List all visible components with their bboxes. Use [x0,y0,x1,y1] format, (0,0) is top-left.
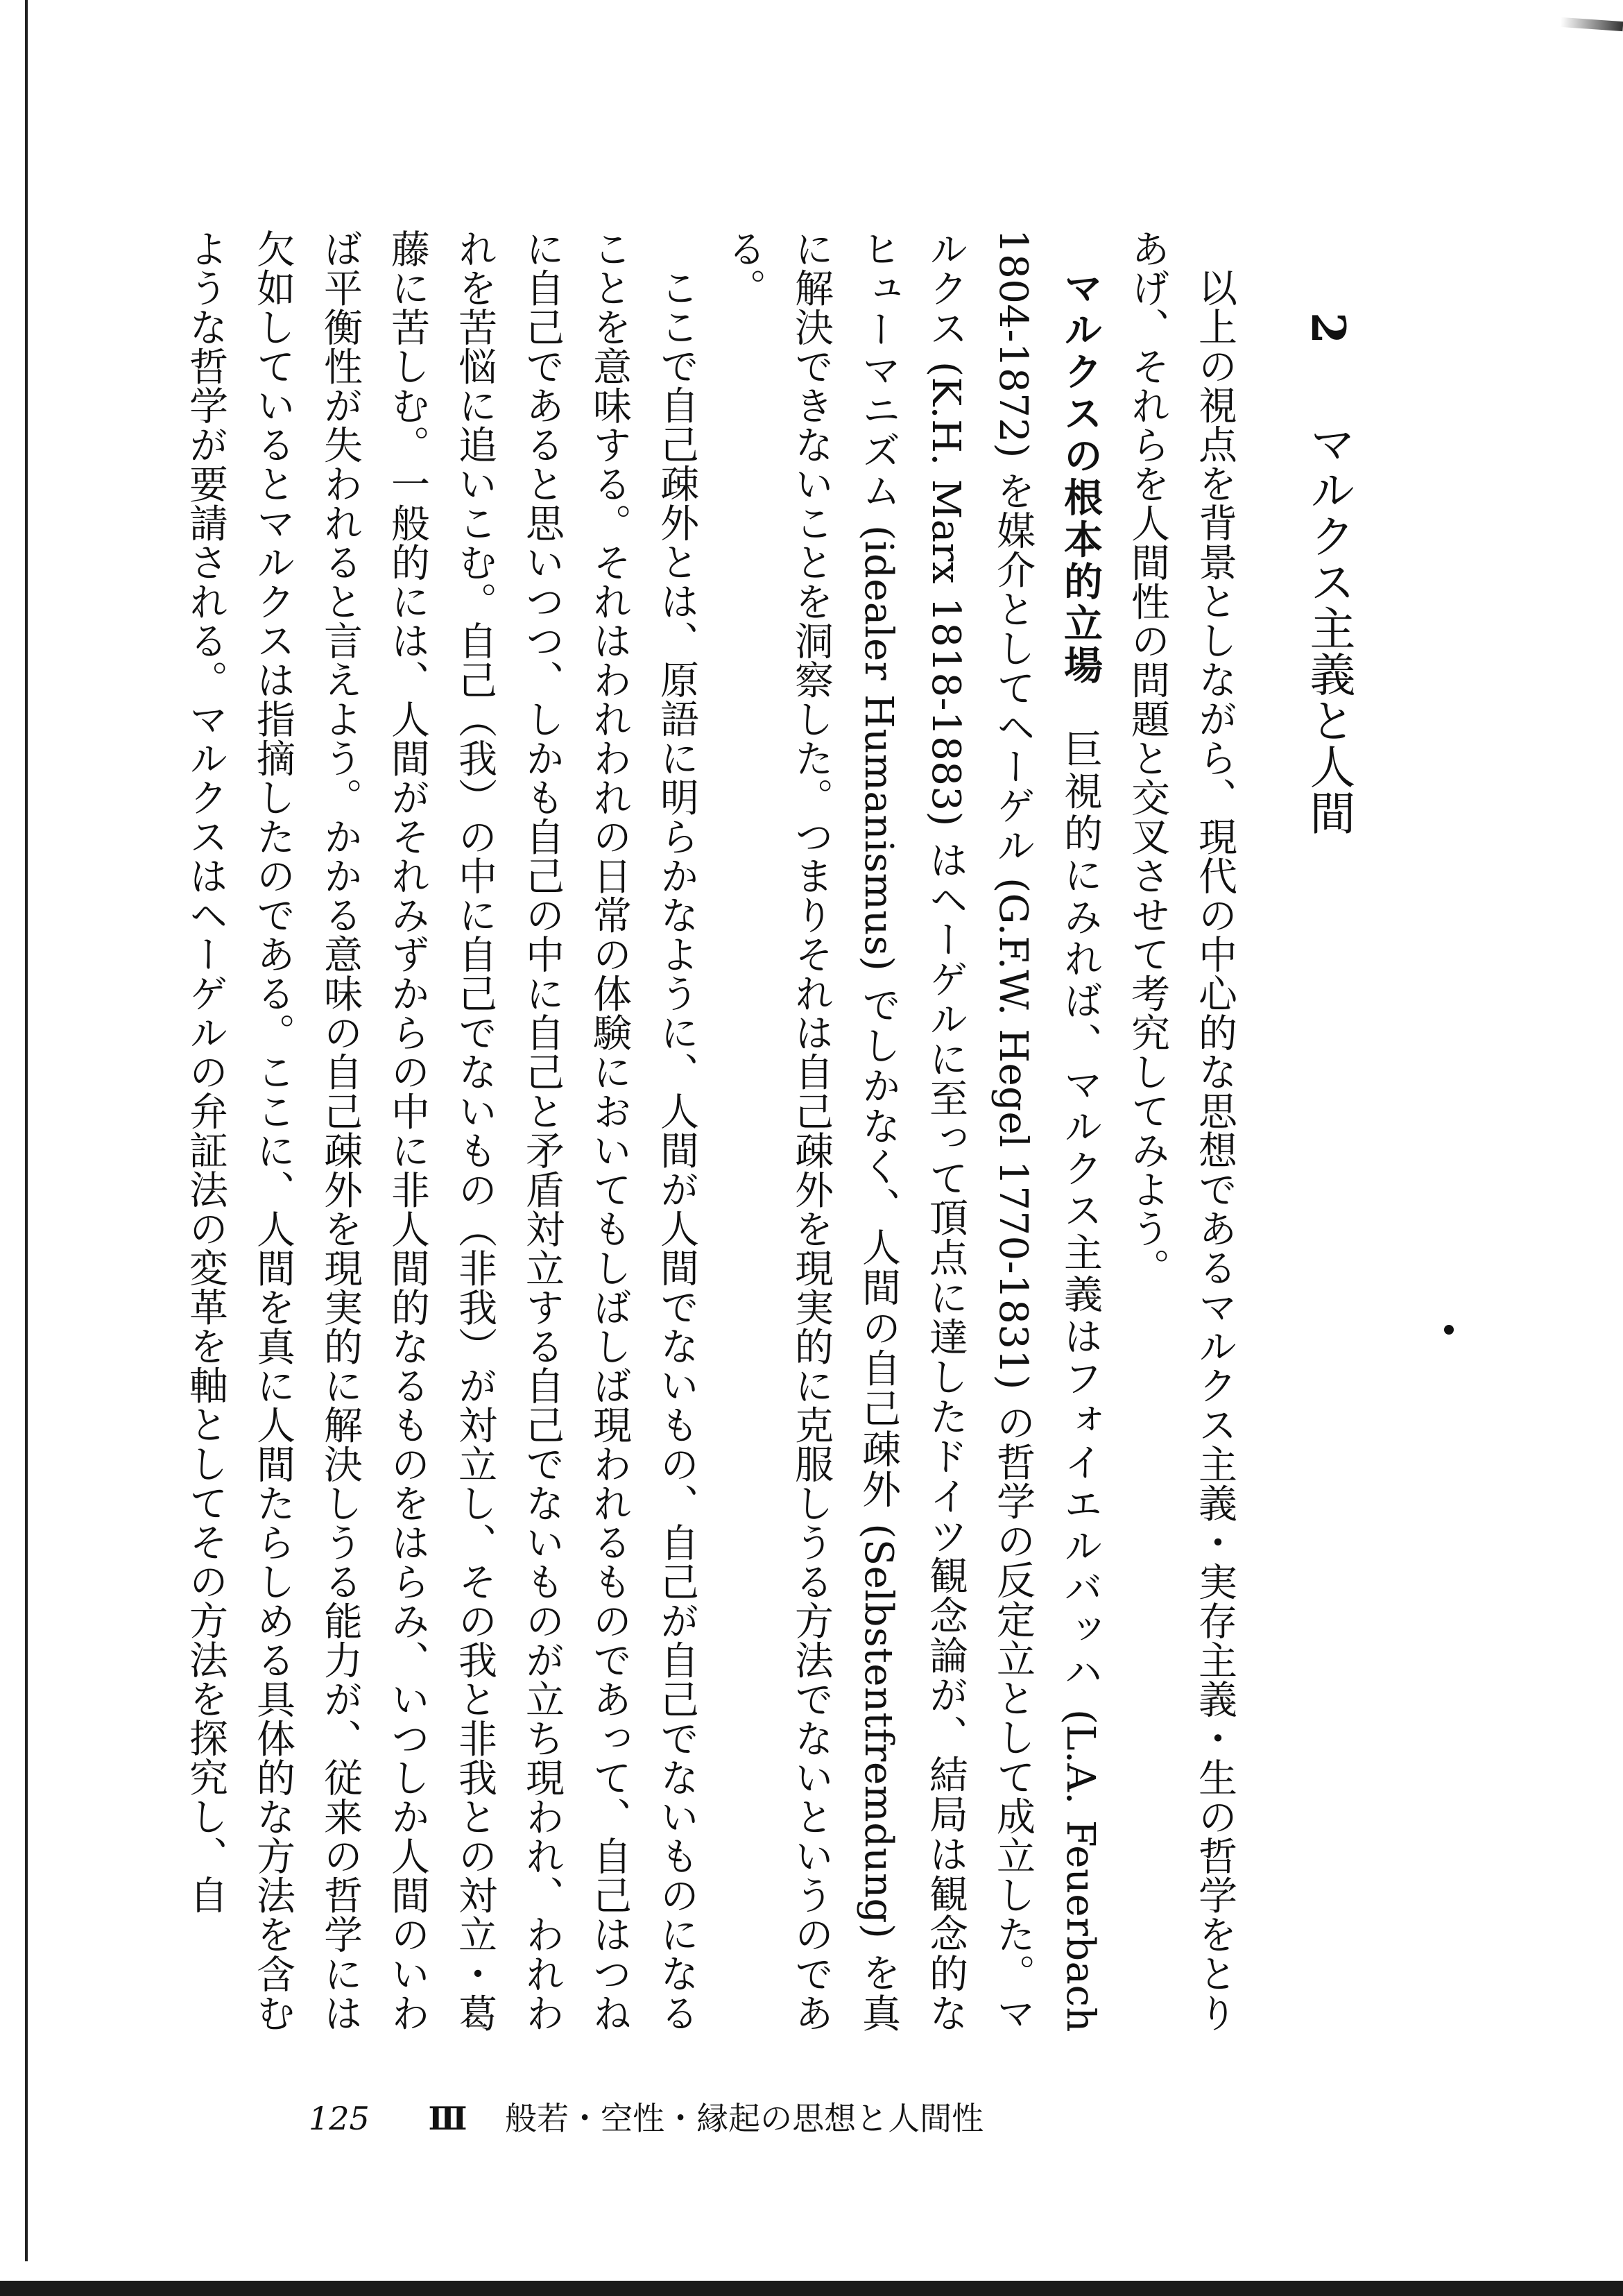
section-number: 2 [1301,312,1355,345]
paragraph-marx-standpoint [710,229,1114,2032]
paragraph-text: 以上の視点を背景としながら、現代の中心的な思想であるマルクス主義・実存主義・生の哲学をとりあげ、それらを人間性の問題と交叉させて考究してみよう。 [1125,229,1237,2032]
scan-speck [1444,1325,1454,1335]
page-number: 125 [309,2100,370,2137]
paragraph-self-alienation [172,229,710,2032]
scan-bottom-edge [0,2281,1623,2296]
running-chapter-title: 般若・空性・縁起の思想と人間性 [505,2100,984,2137]
run-in-heading: マルクスの根本的立場 [1058,268,1103,687]
paragraph-text: 巨視的にみれば、マルクス主義はフォイエルバッハ (L.A. Feuerbach 1804-1872) を媒介としてヘーゲル (G.F.W. Hegel 1770-1831) の哲学の反定立として成立した。マルクス (K.H. Marx 1818-1883) はヘーゲルに至って頂点に達したドイツ観念論が、結局は観念的なヒューマニズム (idealer Humanismus) でしかなく、人間の自己疎外 (Selbstentfremdung) を真に解決できないことを洞察した。つまりそれは自己疎外を現実的に克服しうる方法でないというのである。 [721,229,1103,2032]
paragraph-intro [1114,229,1248,2032]
part-label: Ⅲ [428,2100,467,2137]
paragraph-text: ここで自己疎外とは、原語に明らかなように、人間が人間でないもの、自己が自己でないものになることを意味する。それはわれわれの日常の体験においてもしばしば現われるものであって、自己はつねに自己であると思いつつ、しかも自己の中に自己と矛盾対立する自己でないものが立ち現われ、われわれを苦悩に追いこむ。自己（我）の中に自己でないもの（非我）が対立し、その我と非我との対立・葛藤に苦しむ。一般的には、人間がそれみずからの中に非人間的なるものをはらみ、いつしか人間のいわば平衡性が失われると言えよう。かかる意味の自己疎外を現実的に解決しうる能力が、従来の哲学には欠如しているとマルクスは指摘したのである。ここに、人間を真に人間たらしめる具体的な方法を含むような哲学が要請される。マルクスはヘーゲルの弁証法の変革を軸としてその方法を探究し、自 [183,229,699,2032]
section-title: マルクス主義と人間 [1302,420,1355,836]
page-binding-edge [25,0,28,2261]
section-title-spacer [1302,359,1355,406]
page-footer [309,2093,984,2139]
scan-corner-mark [1561,17,1623,31]
section-heading [1290,229,1366,2032]
vertical-text-body [172,229,1366,2032]
